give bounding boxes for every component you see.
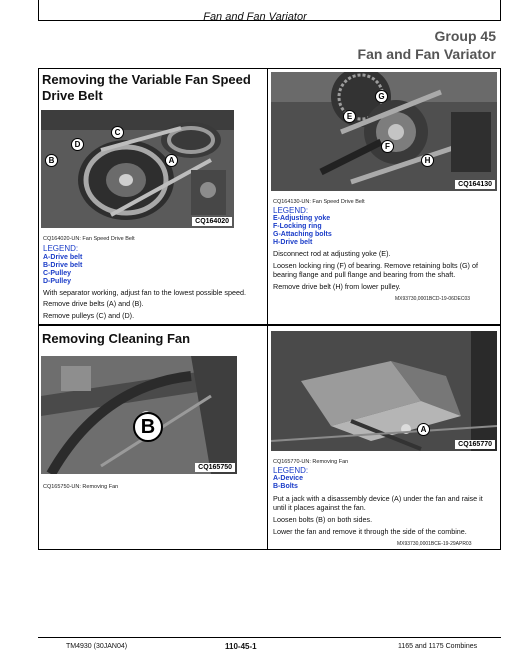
legend-item: D-Pulley <box>43 278 72 285</box>
photo-id: CQ165750 <box>195 463 235 472</box>
reference-code: MX93730,0001BCE-19-29APR03 <box>397 541 472 547</box>
photo-id: CQ164130 <box>455 180 495 189</box>
callout-g: G <box>375 90 388 103</box>
model-line: 1165 and 1175 Combines <box>398 643 478 650</box>
photo-fan-speed-drive-belt-right <box>271 72 497 191</box>
reference-code: MX93730,0001BCD-19-06DEC03 <box>395 296 471 302</box>
photo-caption: CQ164130-UN: Fan Speed Drive Belt <box>273 199 365 205</box>
instruction-step: Remove drive belt (H) from lower pulley. <box>273 282 401 291</box>
callout-b: B <box>45 154 58 167</box>
callout-f: F <box>381 140 394 153</box>
photo-removing-fan-left <box>41 356 237 474</box>
legend-item: B-Bolts <box>273 483 298 490</box>
running-title: Fan and Fan Variator <box>203 11 307 23</box>
instruction-step: Put a jack with a disassembly device (A) under the fan and raise it until it places against the fan. <box>273 494 483 512</box>
instruction-step: Loosen locking ring (F) of bearing. Remove retaining bolts (G) of bearing flange and pull flange and bearing from the shaft. <box>273 261 478 279</box>
callout-a: A <box>165 154 178 167</box>
footer-rule <box>38 637 501 638</box>
section-title: Fan and Fan Variator <box>357 46 496 62</box>
legend-title: LEGEND: <box>43 244 79 253</box>
legend-title: LEGEND: <box>273 466 309 475</box>
photo-caption: CQ165770-UN: Removing Fan <box>273 459 349 465</box>
photo-id: CQ165770 <box>455 440 495 449</box>
callout-e: E <box>343 110 356 123</box>
legend-title: LEGEND: <box>273 206 309 215</box>
legend-item: B-Drive belt <box>43 262 83 269</box>
instruction-step: With separator working, adjust fan to the lowest possible speed. <box>43 288 246 297</box>
section1-heading: Removing the Variable Fan Speed Drive Belt <box>42 72 251 103</box>
group-label: Group 45 <box>434 28 496 44</box>
instruction-step: Remove pulleys (C) and (D). <box>43 311 135 320</box>
callout-h: H <box>421 154 434 167</box>
photo-caption: CQ165750-UN: Removing Fan <box>43 484 119 490</box>
photo-removing-fan-right <box>271 331 497 451</box>
callout-c: C <box>111 126 124 139</box>
photo-id: CQ164020 <box>192 217 232 226</box>
section2-heading: Removing Cleaning Fan <box>42 331 191 346</box>
callout-a: A <box>417 423 430 436</box>
callout-d: D <box>71 138 84 151</box>
legend-item: F-Locking ring <box>273 223 322 230</box>
legend-item: C-Pulley <box>43 270 72 277</box>
instruction-step: Lower the fan and remove it through the side of the combine. <box>273 527 467 536</box>
manual-number: TM4930 (30JAN04) <box>66 643 128 650</box>
legend-item: G-Attaching bolts <box>273 231 332 238</box>
legend-item: A-Device <box>273 475 303 482</box>
instruction-step: Loosen bolts (B) on both sides. <box>273 515 373 524</box>
photo-fan-speed-drive-belt-left <box>41 110 234 228</box>
callout-b: B <box>133 412 163 442</box>
photo-caption: CQ164020-UN: Fan Speed Drive Belt <box>43 236 135 242</box>
page-number: 110-45-1 <box>225 642 257 651</box>
section2-column-divider <box>267 325 268 550</box>
legend-item: H-Drive belt <box>273 239 313 246</box>
legend-item: A-Drive belt <box>43 254 83 261</box>
instruction-step: Remove drive belts (A) and (B). <box>43 299 144 308</box>
section1-column-divider <box>267 68 268 325</box>
instruction-step: Disconnect rod at adjusting yoke (E). <box>273 249 391 258</box>
legend-item: E-Adjusting yoke <box>273 215 331 222</box>
